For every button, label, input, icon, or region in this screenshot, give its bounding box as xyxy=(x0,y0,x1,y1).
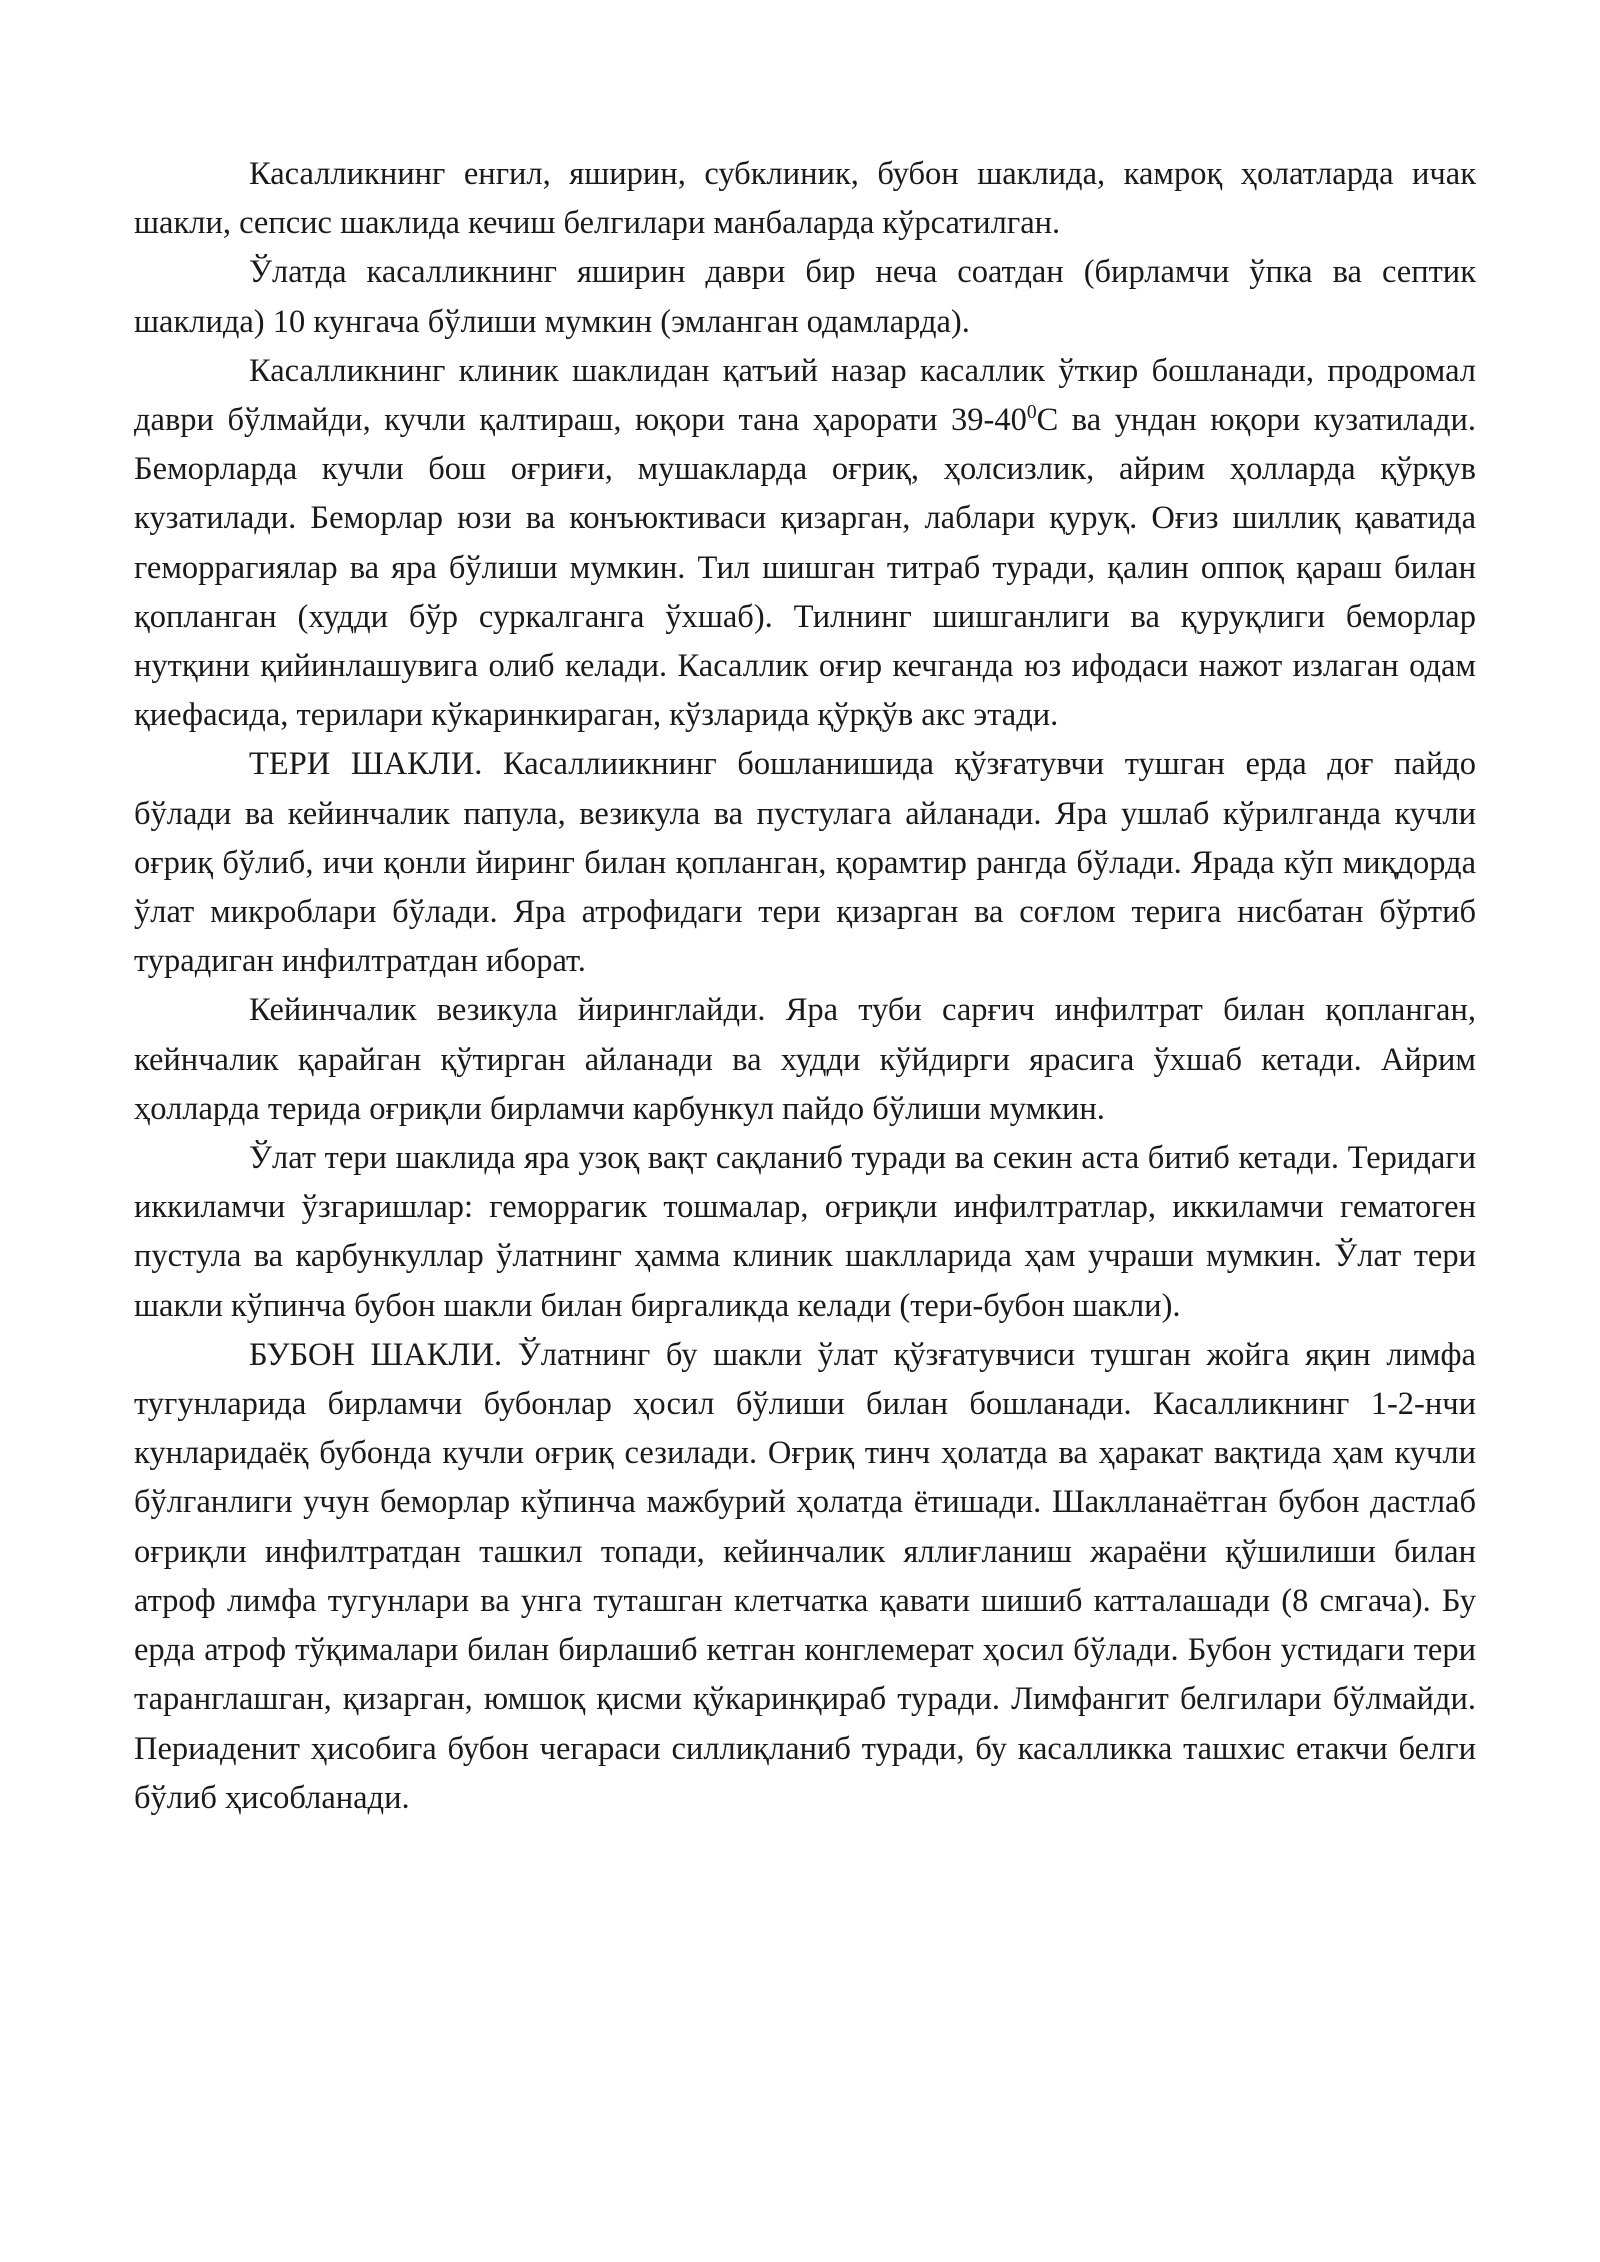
paragraph-clinical-onset xyxy=(134,347,1476,741)
paragraph-skin-changes: Ўлат тери шаклида яра узоқ вақт сақланиб туради ва секин аста битиб кетади. Теридаги иккиламчи ўзгаришлар: геморрагик тошмалар, оғриқли инфилтратлар, иккиламчи гематоген пустула ва карбункуллар ўлатнинг ҳамма клиник шаклларида ҳам учраши мумкин. Ўлат тери шакли кўпинча бубон шакли билан биргаликда келади (тери-бубон шакли). xyxy=(134,1140,1476,1324)
paragraph-incubation-period: Ўлатда касалликнинг яширин даври бир неча соатдан (бирламчи ўпка ва септик шаклида) 10 кунгача бўлиши мумкин (эмланган одамларда). xyxy=(134,254,1476,340)
paragraph-mild-forms: Касалликнинг енгил, яширин, субклиник, бубон шаклида, камроқ ҳолатларда ичак шакли, сепсис шаклида кечиш белгилари манбаларда кўрсатилган. xyxy=(134,156,1476,242)
paragraph-vesicle: Кейинчалик везикула йиринглайди. Яра туби сарғич инфилтрат билан қопланган, кейнчалик қарайган қўтирган айланади ва худди кўйдирги ярасига ўхшаб кетади. Айрим ҳолларда терида оғриқли бирламчи карбункул пайдо бўлиши мумкин. xyxy=(134,992,1476,1127)
paragraph-bubonic-form: БУБОН ШАКЛИ. Ўлатнинг бу шакли ўлат қўзғатувчиси тушган жойга яқин лимфа тугунларида бирламчи бубонлар ҳосил бўлиши билан бошланади. Касалликнинг 1-2-нчи кунларидаёқ бубонда кучли оғриқ сезилади. Оғриқ тинч ҳолатда ва ҳаракат вақтида ҳам кучли бўлганлиги учун беморлар кўпинча мажбурий ҳолатда ётишади. Шаклланаётган бубон дастлаб оғриқли инфилтратдан ташкил топади, кейинчалик яллиғланиш жараёни қўшилиши билан атроф лимфа тугунлари ва унга туташган клетчатка қавати шишиб катталашади (8 смгача). Бу ерда атроф тўқималари билан бирлашиб кетган конглемерат ҳосил бўлади. Бубон устидаги тери таранглашган, қизарган, юмшоқ қисми қўкаринқираб туради. Лимфангит белгилари бўлмайди. Периаденит ҳисобига бубон чегараси силлиқланиб туради, бу касалликка ташхис етакчи белги бўлиб ҳисобланади. xyxy=(134,1336,1476,1816)
paragraph-clinical-onset-part1: Касалликнинг клиник шаклидан қатъий назар касаллик ўткир бошланади, продромал даври бўлмайди, кучли қалтираш, юқори тана ҳарорати 39-40 xyxy=(134,352,1476,439)
degree-superscript: 0 xyxy=(1026,402,1037,424)
paragraph-skin-form: ТЕРИ ШАКЛИ. Касаллиикнинг бошланишида қўзғатувчи тушган ерда доғ пайдо бўлади ва кейинчалик папула, везикула ва пустулага айланади. Яра ушлаб кўрилганда кучли оғриқ бўлиб, ичи қонли йиринг билан қопланган, қорамтир рангда бўлади. Ярада кўп миқдорда ўлат микроблари бўлади. Яра атрофидаги тери қизарган ва соғлом терига нисбатан бўртиб турадиган инфилтратдан иборат. xyxy=(134,746,1476,980)
document-page xyxy=(134,150,1476,1823)
paragraph-clinical-onset-part2: С ва ундан юқори кузатилади. Беморларда кучли бош оғриғи, мушакларда оғриқ, ҳолсизлик, айрим ҳолларда қўрқув кузатилади. Беморлар юзи ва конъюктиваси қизарган, лаблари қуруқ. Оғиз шиллиқ қаватида геморрагиялар ва яра бўлиши мумкин. Тил шишган титраб туради, қалин оппоқ қараш билан қопланган (худди бўр суркалганга ўхшаб). Тилнинг шишганлиги ва қуруқлиги беморлар нутқини қийинлашувига олиб келади. Касаллик оғир кечганда юз ифодаси нажот излаган одам қиефасида, терилари кўкаринкираган, кўзларида қўрқўв акс этади. xyxy=(134,402,1476,734)
